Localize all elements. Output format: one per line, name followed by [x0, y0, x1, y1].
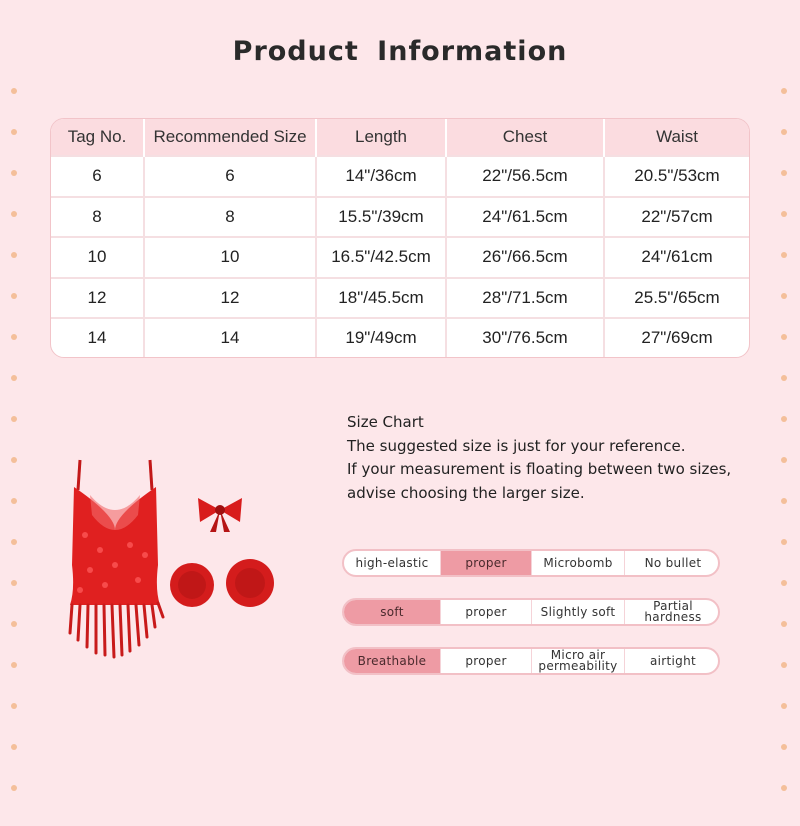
cell-length: 19"/49cm	[316, 318, 446, 357]
cell-recommended-size: 12	[144, 278, 316, 319]
breathability-row	[342, 647, 720, 675]
size-info	[347, 411, 731, 505]
softness-row	[342, 598, 720, 626]
size-note-1: The suggested size is just for your reference.	[347, 436, 686, 455]
size-table	[50, 118, 750, 358]
cell-length: 14"/36cm	[316, 156, 446, 197]
table-row	[51, 237, 749, 278]
cell-waist: 22"/57cm	[604, 197, 749, 238]
header-length: Length	[316, 119, 446, 156]
attr-elasticity-option: proper	[441, 551, 532, 575]
cell-length: 15.5"/39cm	[316, 197, 446, 238]
page-title: Product Information	[232, 36, 568, 67]
header-waist: Waist	[604, 119, 749, 156]
header-chest: Chest	[446, 119, 604, 156]
size-chart-label: Size Chart	[347, 413, 424, 431]
size-note-3: advise choosing the larger size.	[347, 483, 585, 502]
cell-tag-no: 14	[51, 318, 144, 357]
cell-recommended-size: 8	[144, 197, 316, 238]
cell-recommended-size: 6	[144, 156, 316, 197]
cell-chest: 26"/66.5cm	[446, 237, 604, 278]
cell-chest: 30"/76.5cm	[446, 318, 604, 357]
attr-breathability-option: proper	[441, 649, 532, 673]
cell-chest: 22"/56.5cm	[446, 156, 604, 197]
cell-tag-no: 6	[51, 156, 144, 197]
cell-chest: 24"/61.5cm	[446, 197, 604, 238]
cell-tag-no: 12	[51, 278, 144, 319]
cell-length: 16.5"/42.5cm	[316, 237, 446, 278]
bow	[198, 498, 242, 532]
cell-chest: 28"/71.5cm	[446, 278, 604, 319]
header-recommended-size: Recommended Size	[144, 119, 316, 156]
cell-waist: 27"/69cm	[604, 318, 749, 357]
attr-elasticity-option: Microbomb	[532, 551, 625, 575]
attr-elasticity-option: No bullet	[644, 555, 702, 570]
cell-tag-no: 8	[51, 197, 144, 238]
size-note-2: If your measurement is floating between two sizes,	[347, 460, 732, 478]
header-tag-no: Tag No.	[51, 119, 144, 156]
attr-breathability-label: Breathable	[344, 649, 441, 673]
cell-waist: 25.5"/65cm	[604, 278, 749, 319]
attr-softness-option: Slightly soft	[532, 600, 625, 624]
product-image	[60, 455, 290, 670]
left-dot-column	[11, 88, 17, 826]
cell-tag-no: 10	[51, 237, 144, 278]
pom-poms	[170, 559, 274, 607]
elasticity-row	[342, 549, 720, 577]
cell-waist: 24"/61cm	[604, 237, 749, 278]
cell-waist: 20.5"/53cm	[604, 156, 749, 197]
attr-softness-label: soft	[344, 600, 441, 624]
attr-breathability-option: airtight	[650, 653, 696, 668]
cell-length: 18"/45.5cm	[316, 278, 446, 319]
table-row	[51, 197, 749, 238]
right-dot-column	[781, 88, 787, 826]
attr-elasticity-label: high-elastic	[344, 551, 441, 575]
table-row	[51, 156, 749, 197]
attr-softness-option: Partial hardness	[644, 599, 702, 624]
cell-recommended-size: 14	[144, 318, 316, 357]
attr-softness-option: proper	[441, 600, 532, 624]
table-row	[51, 278, 749, 319]
attr-breathability-option: Micro air permeability	[532, 649, 625, 673]
table-row	[51, 318, 749, 357]
cell-recommended-size: 10	[144, 237, 316, 278]
